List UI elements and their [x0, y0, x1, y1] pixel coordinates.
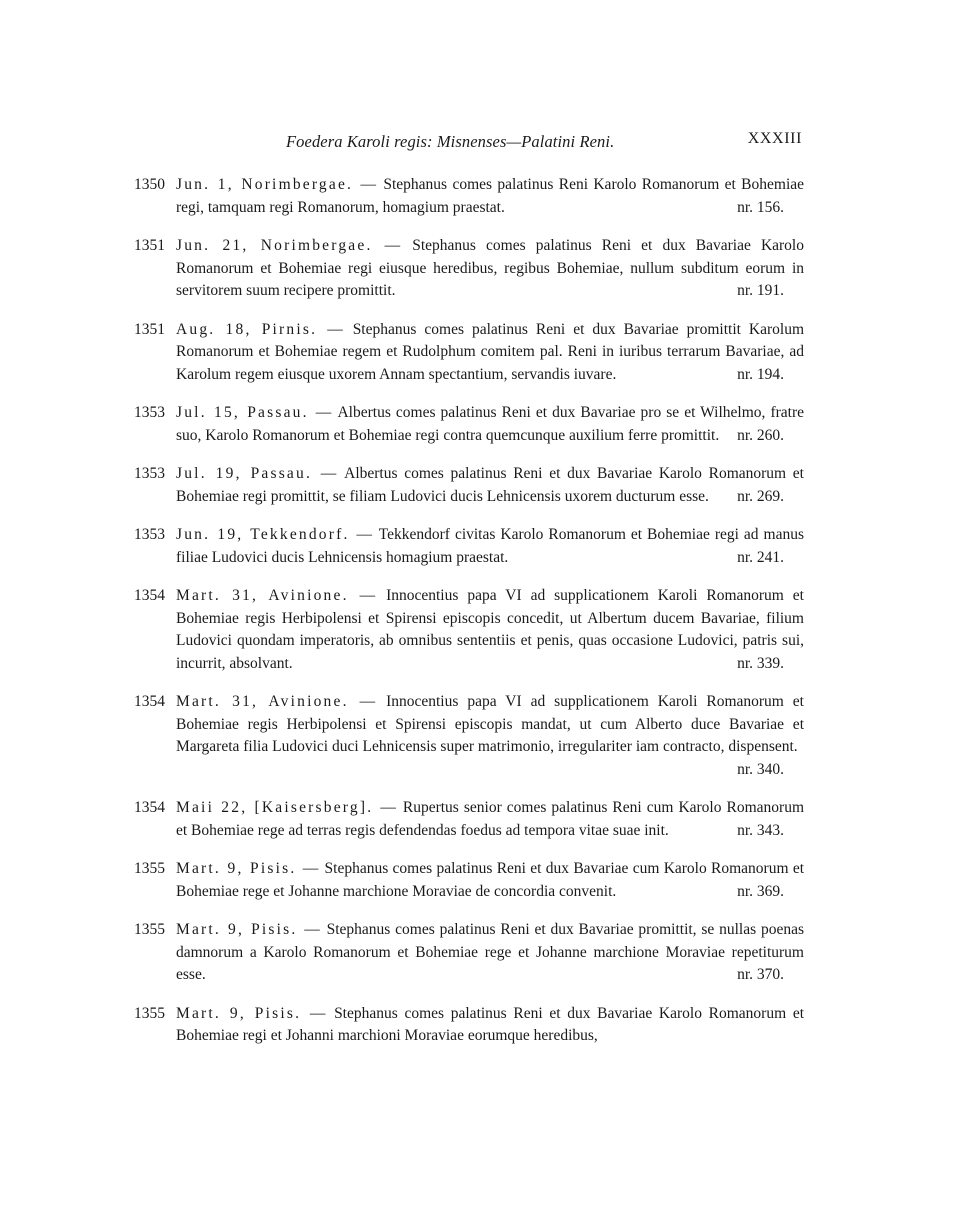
entry-reference: nr. 191.: [737, 282, 784, 299]
em-dash-separator: —: [359, 693, 376, 710]
list-item: [0, 402, 960, 447]
list-item: [0, 1003, 960, 1048]
entry-body: [176, 919, 804, 987]
entry-body: [176, 174, 804, 219]
entry-year: 1354: [134, 693, 165, 710]
entry-body: [176, 524, 804, 569]
em-dash-separator: —: [302, 860, 319, 877]
entry-date-place: Mart. 31, Avinione.: [176, 587, 349, 604]
entry-date-place: Jul. 15, Passau.: [176, 404, 309, 421]
entry-reference: nr. 194.: [737, 365, 784, 383]
entry-reference: nr. 241.: [737, 548, 784, 566]
entry-year: 1351: [134, 320, 165, 338]
list-item: [0, 858, 960, 903]
list-item: [0, 319, 960, 387]
entry-text: Stephanus comes palatinus Reni et dux Bavariae Karolo Romanorum et Bohemiae regi eiusque heredibus, regibus Bohemiae, nullum subditum eorum in servitorem suum recipere promittit.: [176, 237, 804, 299]
entry-reference: nr. 343.: [737, 821, 784, 839]
list-item: [0, 585, 960, 675]
entry-body: [176, 585, 804, 675]
entry-year: 1354: [134, 799, 165, 816]
entry-date-place: Jun. 1, Norimbergae.: [176, 176, 354, 193]
entry-body: [176, 463, 804, 508]
page-number: XXXIII: [747, 130, 802, 147]
entry-year: 1355: [134, 921, 165, 938]
entry-text: Stephanus comes palatinus Reni et dux Bavariae Karolo Romanorum et Bohemiae regi et Johanni marchioni Moraviae eorumque heredibus,: [176, 1004, 805, 1044]
entry-reference: nr. 340.: [737, 760, 784, 778]
entry-year: 1353: [134, 465, 165, 482]
em-dash-separator: —: [359, 587, 376, 604]
entry-text: Albertus comes palatinus Reni et dux Bavariae pro se et Wilhelmo, fratre suo, Karolo Romanorum et Bohemiae regi contra quemcunque auxilium ferre promittit.: [176, 404, 805, 444]
entry-text: Rupertus senior comes palatinus Reni cum Karolo Romanorum et Bohemiae rege ad terras regis defendendas foedus ad tempora vitae suae init.: [176, 799, 805, 839]
entry-body: [176, 858, 804, 903]
entry-year: 1350: [134, 176, 165, 193]
entry-text: Stephanus comes palatinus Reni et dux Bavariae cum Karolo Romanorum et Bohemiae rege et Johanne marchione Moraviae de concordia convenit.: [176, 860, 805, 900]
entry-date-place: Aug. 18, Pirnis.: [176, 320, 318, 338]
page-header: [178, 126, 804, 156]
entry-reference: nr. 370.: [737, 966, 784, 983]
em-dash-separator: —: [315, 404, 332, 421]
entry-body: [176, 319, 804, 387]
list-item: [0, 235, 960, 303]
entry-text: Stephanus comes palatinus Reni et dux Bavariae promittit Karolum Romanorum et Bohemiae regem et Rudolphum comitem pal. Reni in iuribus terrarum Bavariae, ad Karolum regem eiusque uxorem Annam spectantium, servandis iuvare.: [176, 320, 805, 383]
entry-reference: nr. 269.: [737, 487, 784, 505]
em-dash-separator: —: [356, 526, 373, 543]
entry-date-place: Mart. 9, Pisis.: [176, 1004, 302, 1022]
entry-reference: nr. 156.: [737, 198, 784, 216]
entry-text: Innocentius papa VI ad supplicationem Karoli Romanorum et Bohemiae regis Herbipolensi et Spirensi episcopis concedit, ut Albertum ducem Bavariae, filium Ludovici quondam imperatoris, ab omnibus sententiis et penis, quas occasione Ludovici, patris sui, incurrit, absolvant.: [176, 587, 804, 672]
em-dash-separator: —: [384, 237, 401, 254]
entry-body: [176, 797, 804, 842]
list-item: [0, 174, 960, 219]
entry-text: Albertus comes palatinus Reni et dux Bavariae Karolo Romanorum et Bohemiae regi promittit, se filiam Ludovici ducis Lehnicensis uxorem ducturum esse.: [176, 465, 804, 505]
em-dash-separator: —: [304, 921, 320, 938]
em-dash-separator: —: [320, 465, 337, 482]
em-dash-separator: —: [380, 799, 396, 816]
entry-reference: nr. 260.: [737, 426, 784, 444]
entry-year: 1353: [134, 526, 165, 543]
list-item: [0, 463, 960, 508]
list-item: [0, 691, 960, 781]
entry-date-place: Jul. 19, Passau.: [176, 465, 313, 482]
entry-year: 1353: [134, 404, 165, 421]
em-dash-separator: —: [327, 320, 343, 338]
entry-date-place: Mart. 31, Avinione.: [176, 693, 349, 710]
entry-year: 1355: [134, 860, 165, 877]
entry-body: [176, 691, 804, 781]
entry-year: 1354: [134, 587, 165, 604]
entry-text: Innocentius papa VI ad supplicationem Karoli Romanorum et Bohemiae regis Herbipolensi et Spirensi episcopis mandat, ut cum Alberto duce Bavariae et Margareta filia Ludovici duci Lehnicensis super matrimonio, irregulariter iam contracto, dispensent.: [176, 693, 804, 755]
entry-text: Stephanus comes palatinus Reni et dux Bavariae promittit, se nullas poenas damnorum a Karolo Romanorum et Bohemiae rege et Johanne marchione Moraviae repetiturum esse.: [176, 921, 804, 983]
list-item: [0, 524, 960, 569]
entry-body: [176, 402, 804, 447]
entry-year: 1355: [134, 1004, 165, 1022]
running-title: Foedera Karoli regis: Misnenses—Palatini Reni.: [286, 132, 615, 151]
entry-body: [176, 1003, 804, 1048]
em-dash-separator: —: [360, 176, 376, 193]
entry-reference: nr. 339.: [737, 654, 784, 672]
entry-date-place: Jun. 21, Norimbergae.: [176, 237, 373, 254]
entry-list: [0, 174, 960, 1064]
em-dash-separator: —: [309, 1004, 326, 1022]
entry-date-place: Jun. 19, Tekkendorf.: [176, 526, 350, 543]
list-item: [0, 919, 960, 987]
entry-reference: nr. 369.: [737, 882, 784, 900]
entry-date-place: Mart. 9, Pisis.: [176, 921, 298, 938]
entry-date-place: Maii 22, [Kaisersberg].: [176, 799, 374, 816]
entry-date-place: Mart. 9, Pisis.: [176, 860, 297, 877]
entry-text: Tekkendorf civitas Karolo Romanorum et Bohemiae regi ad manus filiae Ludovici ducis Lehnicensis homagium praestat.: [176, 526, 804, 566]
entry-year: 1351: [134, 237, 165, 254]
list-item: [0, 797, 960, 842]
entry-text: Stephanus comes palatinus Reni Karolo Romanorum et Bohemiae regi, tamquam regi Romanorum, homagium praestat.: [176, 176, 805, 216]
entry-body: [176, 235, 804, 303]
